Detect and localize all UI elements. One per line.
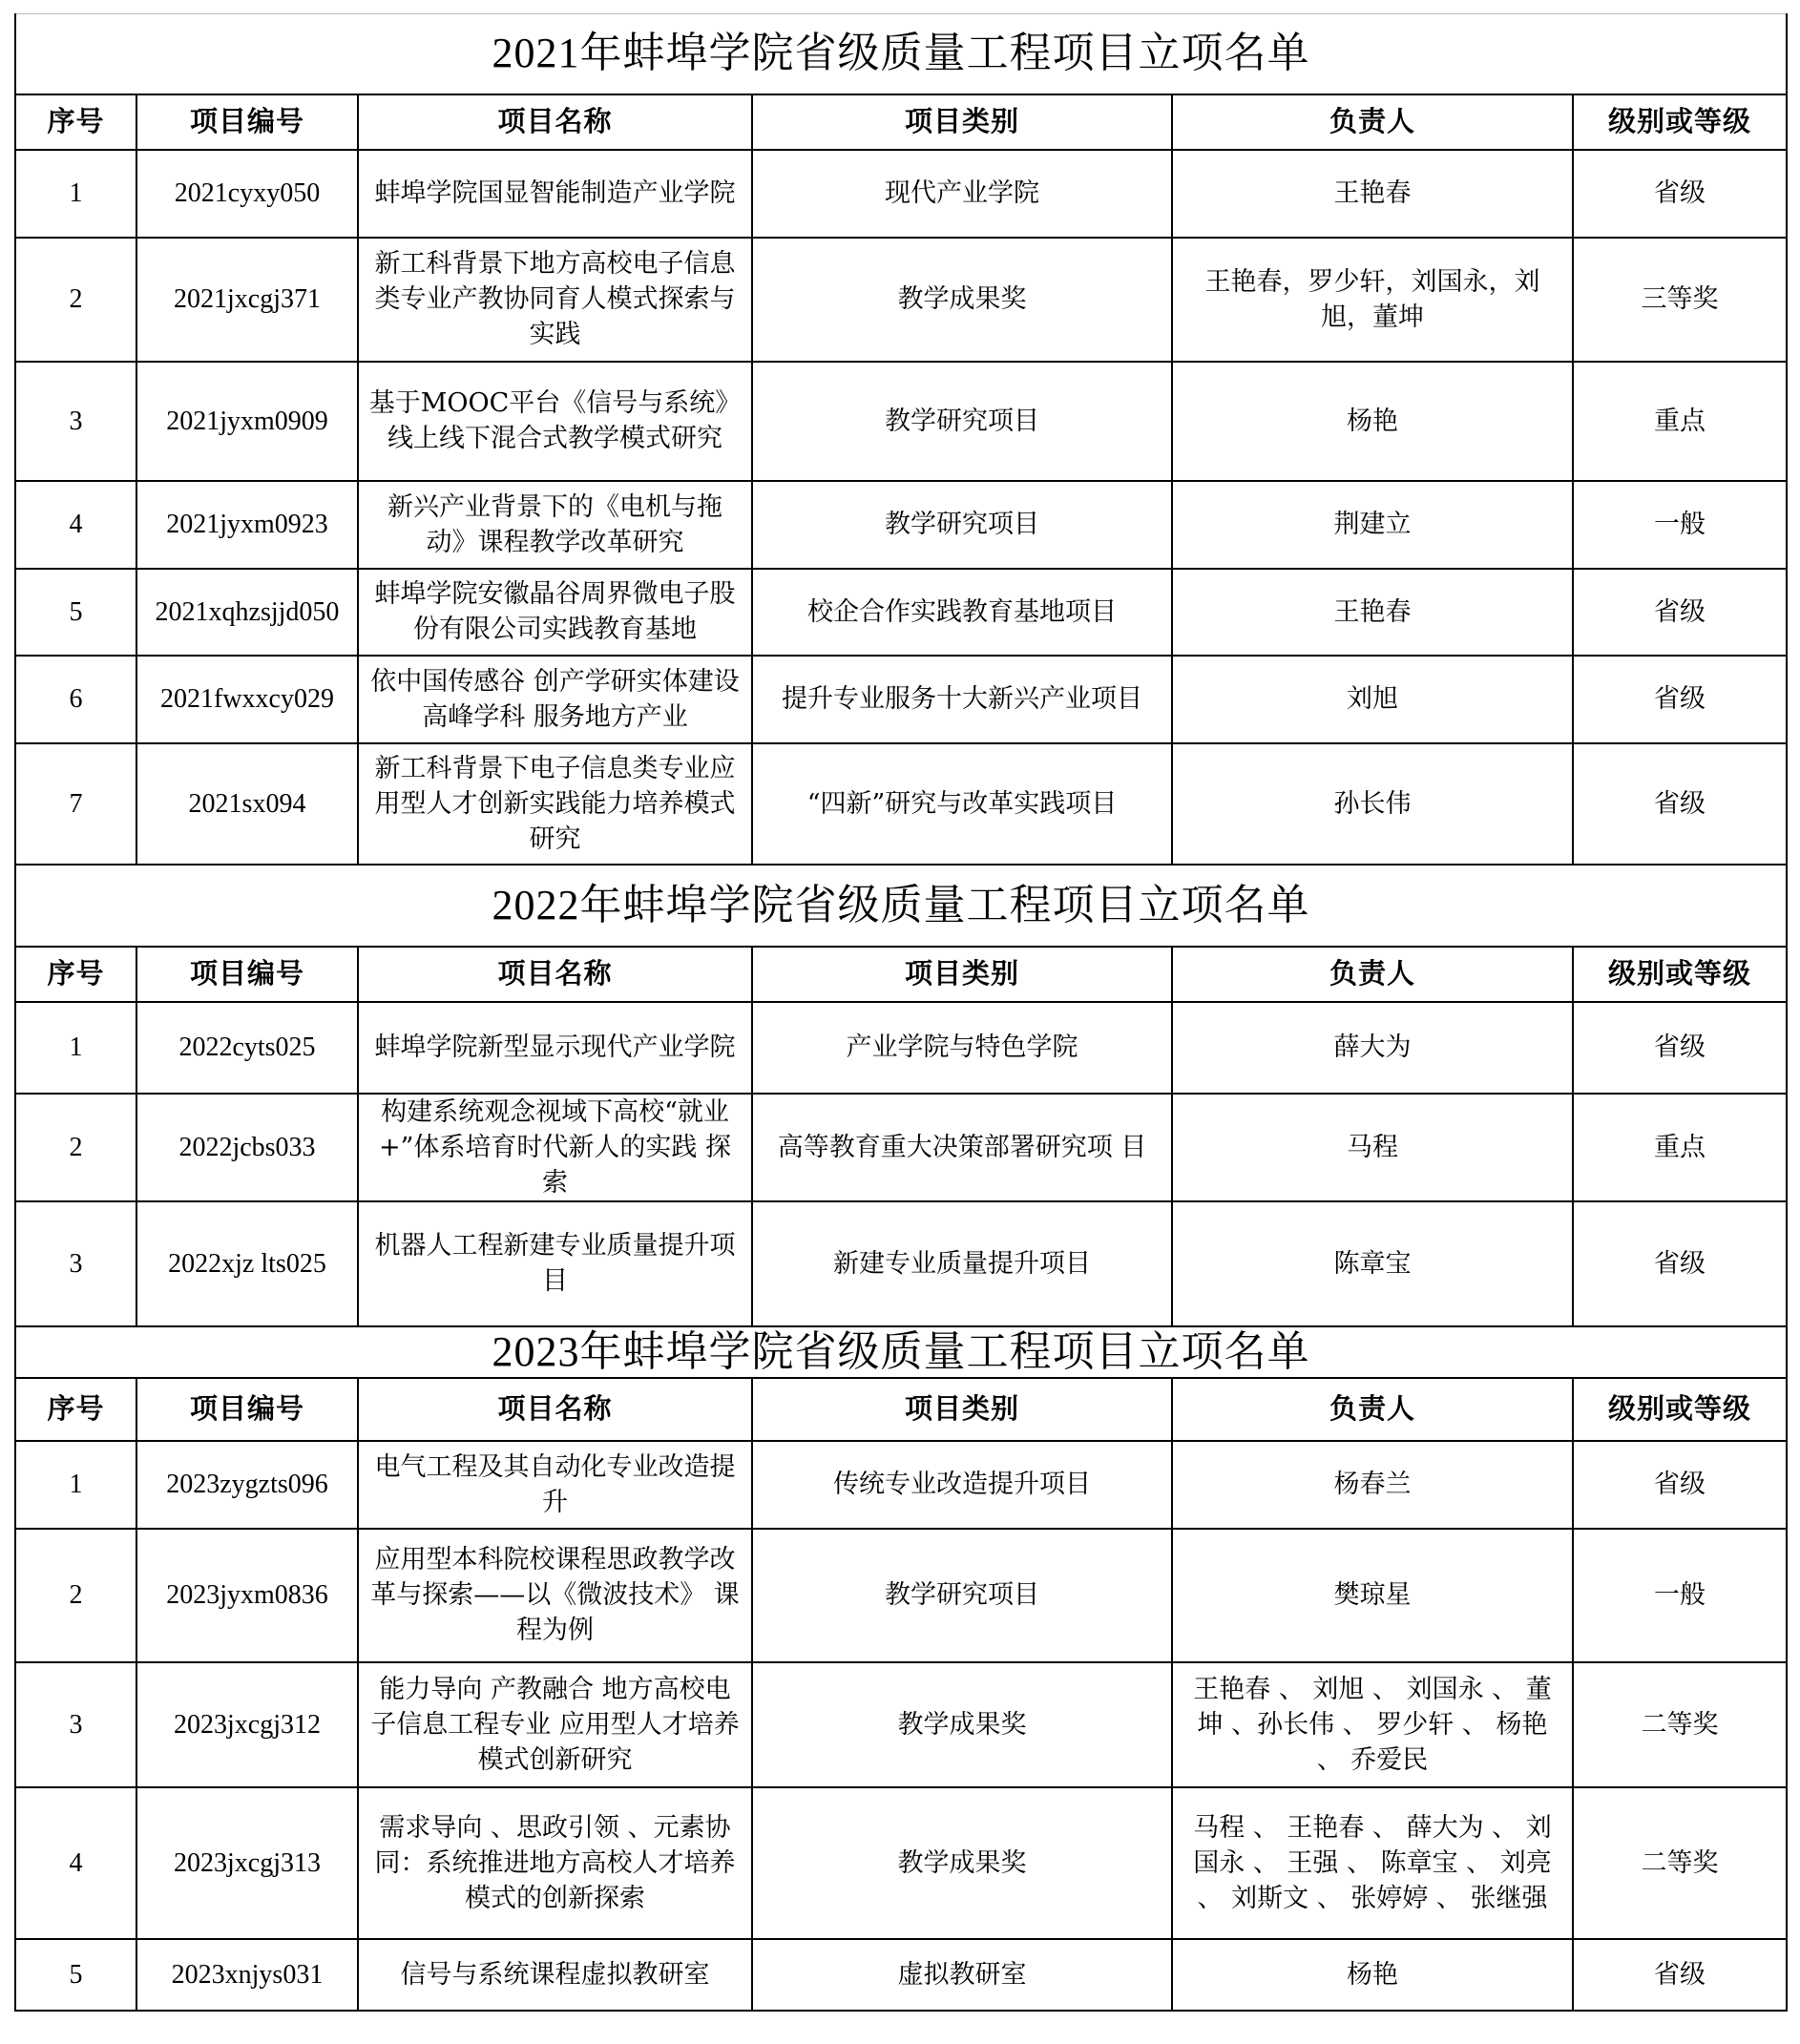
cell-name: 应用型本科院校课程思政教学改革与探索——以《微波技术》 课程为例 [358, 1529, 752, 1662]
cell-category: 提升专业服务十大新兴产业项目 [752, 656, 1172, 743]
column-header-name: 项目名称 [358, 1378, 752, 1441]
column-header-code: 项目编号 [136, 1378, 358, 1441]
table-row [15, 569, 1787, 656]
cell-code: 2022cyts025 [136, 1002, 358, 1094]
cell-no: 3 [15, 1662, 136, 1787]
cell-code: 2023jyxm0836 [136, 1529, 358, 1662]
cell-category: “四新”研究与改革实践项目 [752, 743, 1172, 865]
cell-name: 能力导向 产教融合 地方高校电子信息工程专业 应用型人才培养模式创新研究 [358, 1662, 752, 1787]
cell-code: 2021fwxxcy029 [136, 656, 358, 743]
table-body [15, 14, 1787, 2011]
cell-code: 2023jxcgj312 [136, 1662, 358, 1787]
column-header-category: 项目类别 [752, 94, 1172, 150]
cell-no: 1 [15, 150, 136, 238]
cell-name: 构建系统观念视域下高校“就业+”体系培育时代新人的实践 探索 [358, 1094, 752, 1201]
column-header-name: 项目名称 [358, 947, 752, 1002]
cell-no: 5 [15, 569, 136, 656]
cell-category: 校企合作实践教育基地项目 [752, 569, 1172, 656]
cell-level: 省级 [1573, 150, 1787, 238]
cell-leader: 荆建立 [1172, 481, 1573, 569]
header-row [15, 947, 1787, 1002]
cell-name: 需求导向 、思政引领 、元素协同：系统推进地方高校人才培养模式的创新探索 [358, 1787, 752, 1939]
section-title-row [15, 865, 1787, 947]
table-row [15, 743, 1787, 865]
cell-leader: 刘旭 [1172, 656, 1573, 743]
table-row [15, 1662, 1787, 1787]
cell-level: 一般 [1573, 481, 1787, 569]
cell-level: 重点 [1573, 1094, 1787, 1201]
cell-name: 基于MOOC平台《信号与系统》线上线下混合式教学模式研究 [358, 362, 752, 481]
cell-leader: 王艳春，罗少轩，刘国永，刘旭，董坤 [1172, 238, 1573, 362]
table-row [15, 1002, 1787, 1094]
cell-code: 2021jxcgj371 [136, 238, 358, 362]
cell-leader: 王艳春 [1172, 569, 1573, 656]
column-header-leader: 负责人 [1172, 94, 1573, 150]
cell-no: 4 [15, 481, 136, 569]
section-title: 2021年蚌埠学院省级质量工程项目立项名单 [15, 14, 1787, 94]
table-row [15, 1787, 1787, 1939]
cell-level: 省级 [1573, 569, 1787, 656]
section-title: 2022年蚌埠学院省级质量工程项目立项名单 [15, 865, 1787, 947]
cell-category: 虚拟教研室 [752, 1939, 1172, 2011]
cell-no: 4 [15, 1787, 136, 1939]
cell-code: 2021xqhzsjjd050 [136, 569, 358, 656]
cell-no: 7 [15, 743, 136, 865]
section-title: 2023年蚌埠学院省级质量工程项目立项名单 [15, 1326, 1787, 1378]
cell-leader: 陈章宝 [1172, 1201, 1573, 1326]
cell-leader: 马程 、 王艳春 、 薛大为 、 刘国永 、 王强 、 陈章宝 、 刘亮 、 刘斯文 、 张婷婷 、 张继强 [1172, 1787, 1573, 1939]
column-header-level: 级别或等级 [1573, 94, 1787, 150]
cell-name: 新工科背景下地方高校电子信息类专业产教协同育人模式探索与实践 [358, 238, 752, 362]
cell-code: 2021sx094 [136, 743, 358, 865]
cell-name: 信号与系统课程虚拟教研室 [358, 1939, 752, 2011]
cell-level: 二等奖 [1573, 1662, 1787, 1787]
cell-no: 1 [15, 1002, 136, 1094]
cell-category: 传统专业改造提升项目 [752, 1441, 1172, 1529]
cell-category: 教学研究项目 [752, 362, 1172, 481]
table-row [15, 238, 1787, 362]
cell-level: 省级 [1573, 1441, 1787, 1529]
header-row [15, 1378, 1787, 1441]
cell-code: 2023jxcgj313 [136, 1787, 358, 1939]
cell-code: 2022xjz lts025 [136, 1201, 358, 1326]
cell-level: 省级 [1573, 743, 1787, 865]
cell-no: 3 [15, 362, 136, 481]
column-header-category: 项目类别 [752, 1378, 1172, 1441]
cell-name: 蚌埠学院国显智能制造产业学院 [358, 150, 752, 238]
cell-no: 2 [15, 238, 136, 362]
table-row [15, 1094, 1787, 1201]
table-row [15, 1939, 1787, 2011]
cell-category: 教学研究项目 [752, 1529, 1172, 1662]
cell-leader: 薛大为 [1172, 1002, 1573, 1094]
cell-no: 3 [15, 1201, 136, 1326]
column-header-leader: 负责人 [1172, 1378, 1573, 1441]
cell-category: 现代产业学院 [752, 150, 1172, 238]
cell-no: 2 [15, 1094, 136, 1201]
table-row [15, 1201, 1787, 1326]
cell-level: 省级 [1573, 1002, 1787, 1094]
section-title-row [15, 14, 1787, 94]
cell-level: 三等奖 [1573, 238, 1787, 362]
column-header-leader: 负责人 [1172, 947, 1573, 1002]
cell-no: 2 [15, 1529, 136, 1662]
section-title-row [15, 1326, 1787, 1378]
cell-leader: 杨艳 [1172, 1939, 1573, 2011]
cell-leader: 马程 [1172, 1094, 1573, 1201]
cell-level: 重点 [1573, 362, 1787, 481]
column-header-code: 项目编号 [136, 947, 358, 1002]
column-header-no: 序号 [15, 94, 136, 150]
cell-level: 二等奖 [1573, 1787, 1787, 1939]
cell-level: 省级 [1573, 1939, 1787, 2011]
cell-code: 2021cyxy050 [136, 150, 358, 238]
cell-leader: 杨艳 [1172, 362, 1573, 481]
cell-name: 新工科背景下电子信息类专业应用型人才创新实践能力培养模式研究 [358, 743, 752, 865]
column-header-category: 项目类别 [752, 947, 1172, 1002]
cell-name: 蚌埠学院安徽晶谷周界微电子股份有限公司实践教育基地 [358, 569, 752, 656]
cell-level: 省级 [1573, 656, 1787, 743]
table-row [15, 1441, 1787, 1529]
cell-category: 教学成果奖 [752, 1787, 1172, 1939]
column-header-name: 项目名称 [358, 94, 752, 150]
cell-category: 产业学院与特色学院 [752, 1002, 1172, 1094]
cell-code: 2021jyxm0923 [136, 481, 358, 569]
cell-code: 2022jcbs033 [136, 1094, 358, 1201]
table-row [15, 362, 1787, 481]
cell-name: 蚌埠学院新型显示现代产业学院 [358, 1002, 752, 1094]
cell-leader: 王艳春 、 刘旭 、 刘国永 、 董坤 、孙长伟 、 罗少轩 、 杨艳 、 乔爱民 [1172, 1662, 1573, 1787]
cell-no: 5 [15, 1939, 136, 2011]
cell-leader: 王艳春 [1172, 150, 1573, 238]
table-row [15, 481, 1787, 569]
column-header-level: 级别或等级 [1573, 1378, 1787, 1441]
cell-name: 新兴产业背景下的《电机与拖动》课程教学改革研究 [358, 481, 752, 569]
cell-code: 2021jyxm0909 [136, 362, 358, 481]
cell-no: 1 [15, 1441, 136, 1529]
cell-name: 机器人工程新建专业质量提升项目 [358, 1201, 752, 1326]
cell-name: 电气工程及其自动化专业改造提升 [358, 1441, 752, 1529]
column-header-code: 项目编号 [136, 94, 358, 150]
column-header-level: 级别或等级 [1573, 947, 1787, 1002]
project-table [14, 13, 1788, 2012]
table-row [15, 150, 1787, 238]
cell-level: 省级 [1573, 1201, 1787, 1326]
cell-leader: 孙长伟 [1172, 743, 1573, 865]
cell-no: 6 [15, 656, 136, 743]
column-header-no: 序号 [15, 947, 136, 1002]
cell-leader: 樊琼星 [1172, 1529, 1573, 1662]
cell-code: 2023xnjys031 [136, 1939, 358, 2011]
cell-code: 2023zygzts096 [136, 1441, 358, 1529]
column-header-no: 序号 [15, 1378, 136, 1441]
table-row [15, 1529, 1787, 1662]
cell-category: 教学成果奖 [752, 238, 1172, 362]
cell-category: 教学成果奖 [752, 1662, 1172, 1787]
project-list-sheet [14, 13, 1786, 2012]
table-row [15, 656, 1787, 743]
cell-name: 依中国传感谷 创产学研实体建设高峰学科 服务地方产业 [358, 656, 752, 743]
cell-category: 高等教育重大决策部署研究项 目 [752, 1094, 1172, 1201]
header-row [15, 94, 1787, 150]
cell-leader: 杨春兰 [1172, 1441, 1573, 1529]
cell-level: 一般 [1573, 1529, 1787, 1662]
cell-category: 新建专业质量提升项目 [752, 1201, 1172, 1326]
cell-category: 教学研究项目 [752, 481, 1172, 569]
